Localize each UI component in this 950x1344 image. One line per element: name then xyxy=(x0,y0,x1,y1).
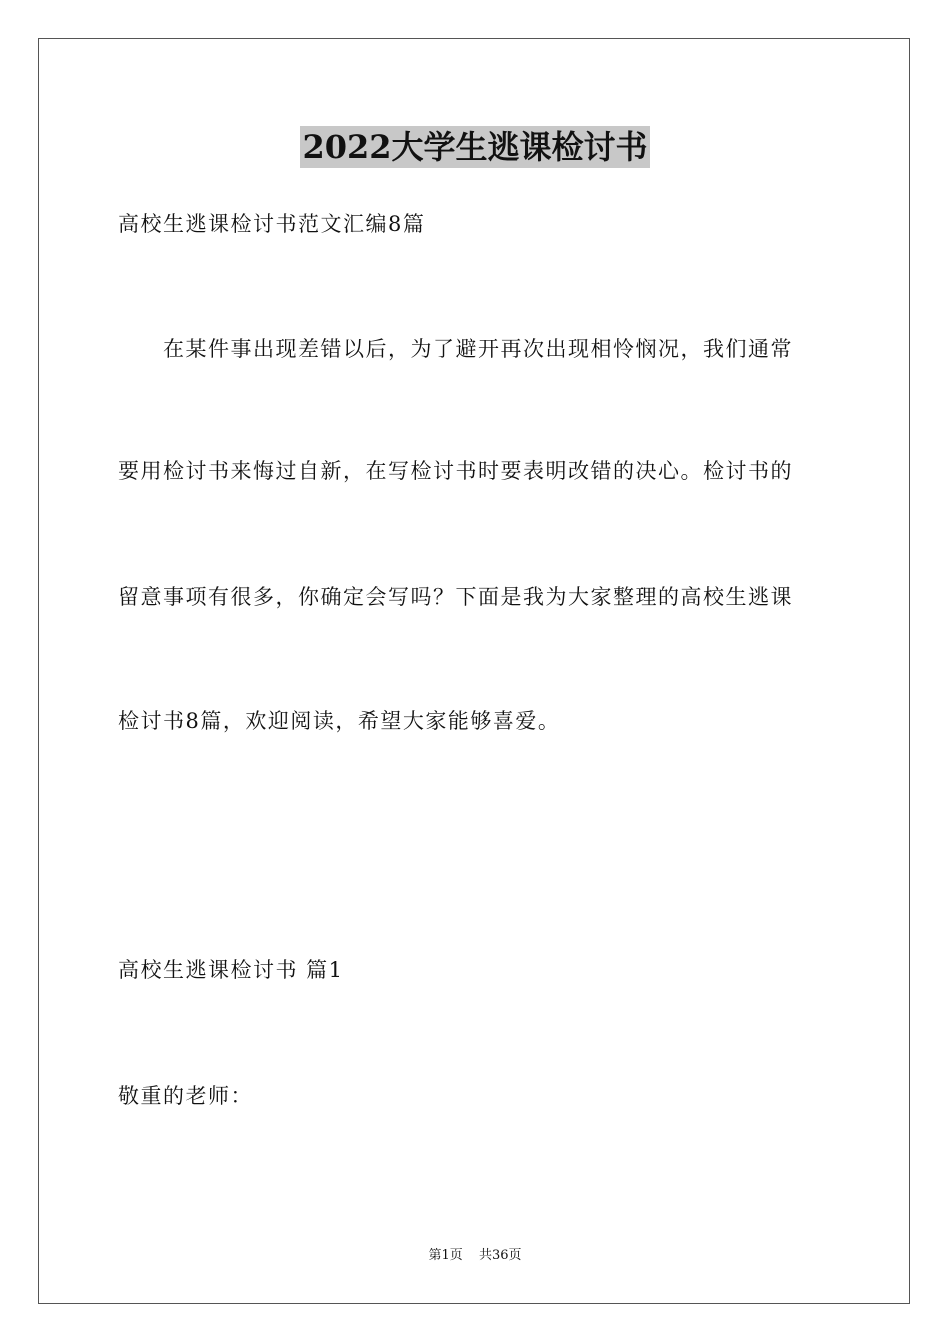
intro-line-3: 留意事项有很多，你确定会写吗？下面是我为大家整理的高校生逃课 xyxy=(118,585,793,609)
page-total: 共36页 xyxy=(478,1248,522,1263)
page-footer xyxy=(0,1247,950,1265)
salutation: 敬重的老师： xyxy=(118,1084,253,1108)
intro-line-1: 在某件事出现差错以后，为了避开再次出现相怜悯况，我们通常 xyxy=(163,337,793,361)
section-heading: 高校生逃课检讨书 篇1 xyxy=(118,958,344,982)
intro-line-4: 检讨书8篇，欢迎阅读，希望大家能够喜爱。 xyxy=(118,709,561,733)
title-container xyxy=(0,126,950,168)
page-number: 第1页 xyxy=(428,1248,463,1263)
document-title: 2022大学生逃课检讨书 xyxy=(302,128,648,166)
intro-line-2: 要用检讨书来悔过自新，在写检讨书时要表明改错的决心。检讨书的 xyxy=(118,459,793,483)
document-subtitle: 高校生逃课检讨书范文汇编8篇 xyxy=(118,212,426,236)
